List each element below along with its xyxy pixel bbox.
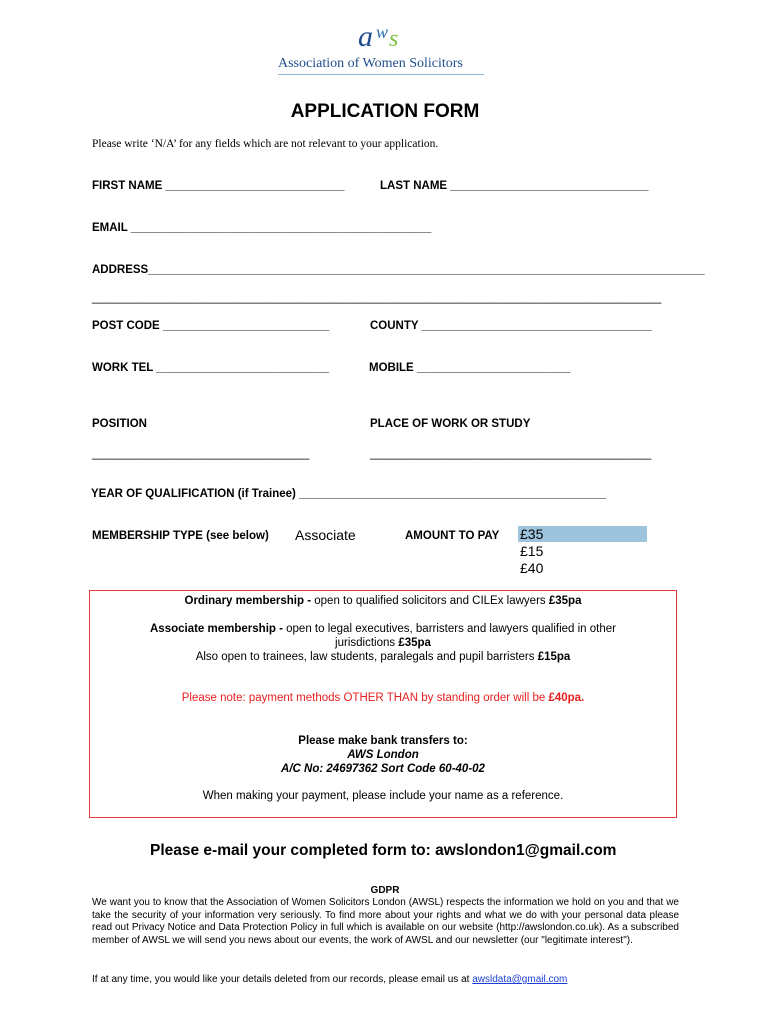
membership-type-label: MEMBERSHIP TYPE (see below) — [92, 530, 269, 542]
page-title: APPLICATION FORM — [290, 101, 480, 122]
bank-transfer-heading: Please make bank transfers to: — [298, 735, 468, 747]
address-field[interactable]: ADDRESS_______________________________________________________________________________________ — [92, 264, 705, 276]
amount-to-pay-label: AMOUNT TO PAY — [405, 530, 500, 542]
mobile-field[interactable]: MOBILE ________________________ — [369, 362, 571, 374]
svg-text:w: w — [376, 22, 389, 42]
amount-option[interactable]: £15 — [520, 543, 544, 559]
position-label: POSITION — [92, 418, 147, 430]
ordinary-membership-text: Ordinary membership - open to qualified solicitors and CILEx lawyers £35pa — [184, 595, 582, 607]
place-input-line[interactable]: ____________________________________________ — [370, 448, 652, 460]
address-line-2[interactable]: _________________________________________________________________________________________ — [92, 292, 662, 304]
last-name-field[interactable]: LAST NAME _______________________________ — [380, 180, 649, 192]
awsldata-email-link[interactable]: awsldata@gmail.com — [472, 974, 568, 985]
work-tel-field[interactable]: WORK TEL ___________________________ — [92, 362, 329, 374]
first-name-field[interactable]: FIRST NAME ____________________________ — [92, 180, 345, 192]
instruction-text: Please write ‘N/A’ for any fields which are not relevant to your application. — [92, 138, 439, 150]
amount-option[interactable]: £35 — [520, 526, 544, 542]
gdpr-heading: GDPR — [370, 885, 400, 896]
gdpr-body: We want you to know that the Association of Women Solicitors London (AWSL) respects the information we hold on you and that we take the security of your information very seriously. To find more about your rights and what we do with your personal data please read out Privacy Notice and Data Protection Policy in full which is available on our website (http://awslondon.co.uk). As a subscribed member of AWSL we will send you news about our events, the work of AWSL and our newsletter (our "legitimate interest"). — [92, 897, 679, 946]
logo-divider — [278, 74, 484, 75]
aws-logo-icon — [356, 16, 416, 52]
bank-account: A/C No: 24697362 Sort Code 60-40-02 — [281, 763, 485, 775]
associate-membership-text: Associate membership - open to legal executives, barristers and lawyers qualified in other — [150, 623, 616, 635]
year-qualification-field[interactable]: YEAR OF QUALIFICATION (if Trainee) ________________________________________________ — [91, 488, 607, 500]
county-field[interactable]: COUNTY ____________________________________ — [370, 320, 652, 332]
also-open-text: Also open to trainees, law students, paralegals and pupil barristers £15pa — [195, 651, 571, 663]
email-field[interactable]: EMAIL _______________________________________________ — [92, 222, 432, 234]
svg-text:s: s — [389, 26, 399, 52]
amount-option[interactable]: £40 — [520, 560, 544, 576]
associate-membership-text-2: jurisdictions £35pa — [335, 637, 431, 649]
bank-name: AWS London — [347, 749, 419, 761]
gdpr-delete-text: If at any time, you would like your details deleted from our records, please email us at awsldata@gmail.com — [92, 974, 568, 985]
org-name: Association of Women Solicitors — [278, 56, 463, 71]
payment-reference-text: When making your payment, please include your name as a reference. — [202, 790, 564, 802]
place-of-work-label: PLACE OF WORK OR STUDY — [370, 418, 531, 430]
payment-note: Please note: payment methods OTHER THAN by standing order will be £40pa. — [181, 692, 585, 704]
email-instruction: Please e-mail your completed form to: awslondon1@gmail.com — [150, 842, 617, 859]
svg-text:a: a — [358, 20, 373, 52]
post-code-field[interactable]: POST CODE __________________________ — [92, 320, 330, 332]
position-input-line[interactable]: __________________________________ — [92, 448, 310, 460]
membership-type-value[interactable]: Associate — [295, 527, 356, 543]
